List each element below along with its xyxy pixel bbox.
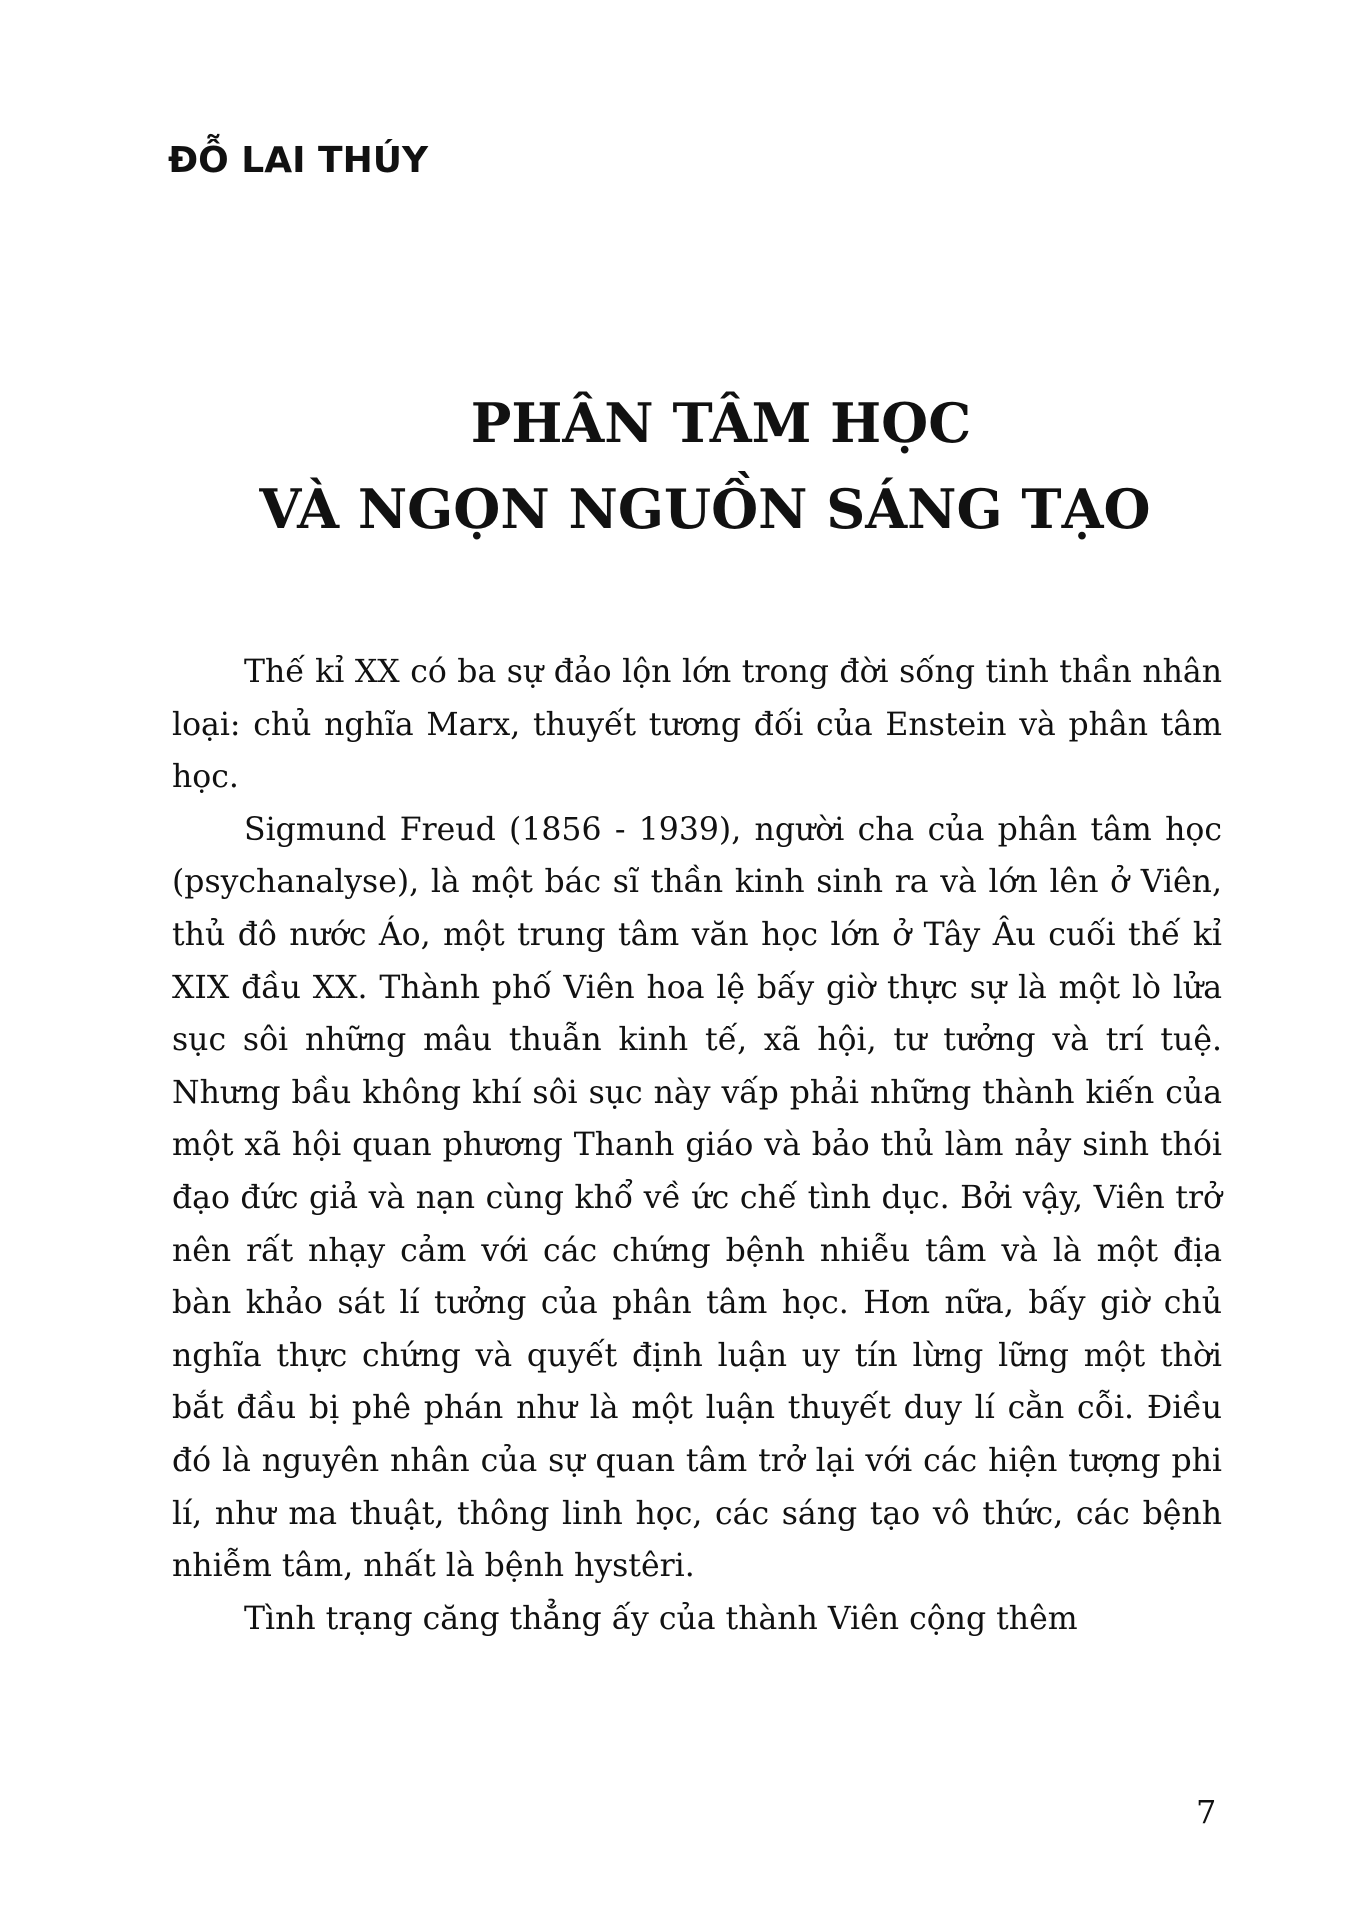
chapter-title-line-2: VÀ NGỌN NGUỒN SÁNG TẠO	[259, 477, 1151, 541]
chapter-title-line-1: PHÂN TÂM HỌC	[470, 391, 972, 455]
chapter-title	[200, 380, 1210, 552]
paragraph: Tình trạng căng thẳng ấy của thành Viên cộng thêm	[244, 1600, 1078, 1637]
paragraph: Thế kỉ XX có ba sự đảo lộn lớn trong đời sống tinh thần nhân loại: chủ nghĩa Marx, thuyết tương đối của Enstein và phân tâm học.	[172, 654, 1222, 796]
author-name: ĐỖ LAI THÚY	[168, 140, 429, 181]
page-number: 7	[1196, 1793, 1217, 1831]
body-text	[172, 646, 1222, 1645]
paragraph: Sigmund Freud (1856 - 1939), người cha của phân tâm học (psychanalyse), là một bác sĩ thần kinh sinh ra và lớn lên ở Viên, thủ đô nước Áo, một trung tâm văn học lớn ở Tây Âu cuối thế kỉ XIX đầu XX. Thành phố Viên hoa lệ bấy giờ thực sự là một lò lửa sục sôi những mâu thuẫn kinh tế, xã hội, tư tưởng và trí tuệ. Nhưng bầu không khí sôi sục này vấp phải những thành kiến của một xã hội quan phương Thanh giáo và bảo thủ làm nảy sinh thói đạo đức giả và nạn cùng khổ về ức chế tình dục. Bởi vậy, Viên trở nên rất nhạy cảm với các chứng bệnh nhiễu tâm và là một địa bàn khảo sát lí tưởng của phân tâm học. Hơn nữa, bấy giờ chủ nghĩa thực chứng và quyết định luận uy tín lừng lững một thời bắt đầu bị phê phán như là một luận thuyết duy lí cằn cỗi. Điều đó là nguyên nhân của sự quan tâm trở lại với các hiện tượng phi lí, như ma thuật, thông linh học, các sáng tạo vô thức, các bệnh nhiễm tâm, nhất là bệnh hystêri.	[172, 811, 1222, 1585]
